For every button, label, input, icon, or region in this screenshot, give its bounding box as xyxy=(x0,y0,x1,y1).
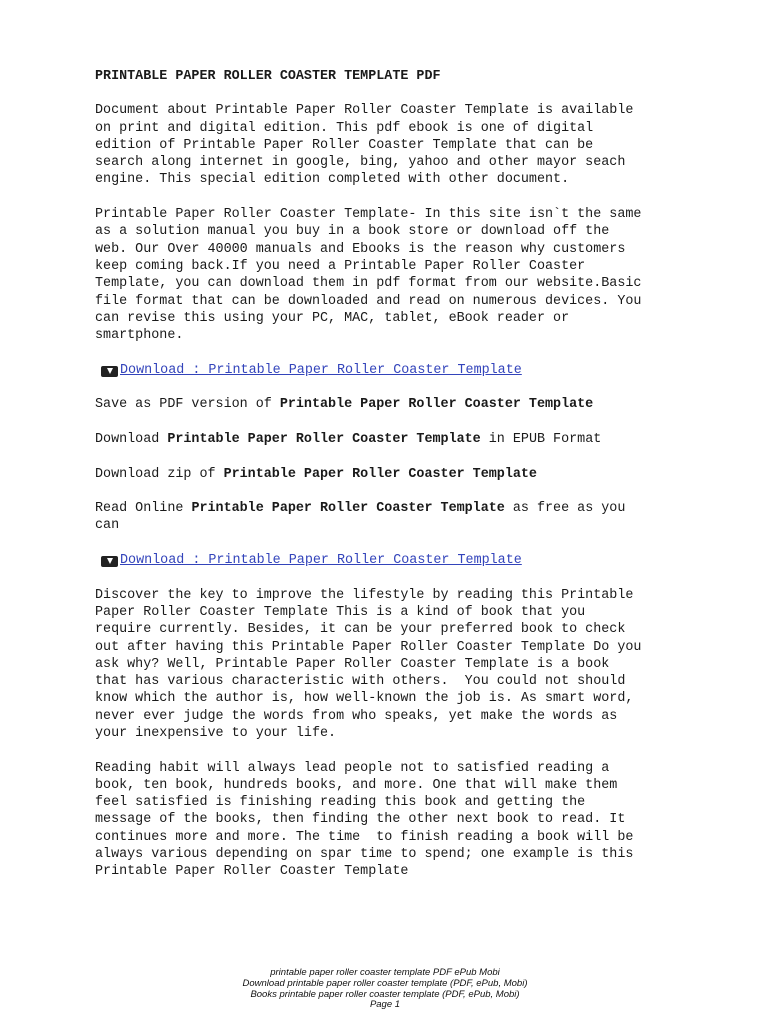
download-row-1 xyxy=(95,362,740,379)
text-line: Printable Paper Roller Coaster Template xyxy=(95,864,409,880)
text-line: Reading habit will always lead people not to satisfied reading a xyxy=(95,760,610,776)
epub-prefix: Download xyxy=(95,431,168,447)
text-line: Template, you can download them in pdf format from our website.Basic xyxy=(95,276,642,292)
read-online-prefix: Read Online xyxy=(95,501,192,517)
read-online-line-2: can xyxy=(95,518,120,534)
epub-title: Printable Paper Roller Coaster Template xyxy=(167,431,481,447)
text-line: feel satisfied is finishing reading this book and getting the xyxy=(95,795,586,811)
text-line: web. Our Over 40000 manuals and Ebooks is the reason why customers xyxy=(95,241,626,257)
intro-paragraph xyxy=(95,102,740,188)
text-line: search along internet in google, bing, yahoo and other mayor seach xyxy=(95,155,626,171)
footer-line: printable paper roller coaster template PDF ePub Mobi xyxy=(270,967,500,978)
text-line: can revise this using your PC, MAC, tablet, eBook reader or xyxy=(95,310,570,326)
text-line: out after having this Printable Paper Roller Coaster Template Do you xyxy=(95,639,642,655)
download-row-2 xyxy=(95,552,740,569)
download-icon[interactable] xyxy=(101,366,118,377)
text-line: smartphone. xyxy=(95,328,184,344)
read-online-line xyxy=(95,500,740,535)
text-line: Paper Roller Coaster Template This is a kind of book that you xyxy=(95,604,586,620)
text-line: engine. This special edition completed with other document. xyxy=(95,172,570,188)
text-line: book, ten book, hundreds books, and more. One that will make them xyxy=(95,777,618,793)
download-link[interactable]: Download : Printable Paper Roller Coaster Template xyxy=(120,553,522,569)
read-online-suffix: as free as you xyxy=(504,501,626,517)
text-line: Printable Paper Roller Coaster Template- In this site isn`t the same xyxy=(95,207,642,223)
description-paragraph xyxy=(95,206,740,344)
footer-line: Books printable paper roller coaster template (PDF, ePub, Mobi) xyxy=(250,988,520,1000)
epub-line xyxy=(95,431,740,448)
read-online-title: Printable Paper Roller Coaster Template xyxy=(191,501,505,517)
text-line: as a solution manual you buy in a book store or download off the xyxy=(95,224,610,240)
zip-prefix: Download zip of xyxy=(95,466,224,482)
footer-line: Download printable paper roller coaster template (PDF, ePub, Mobi) xyxy=(242,977,528,989)
save-pdf-prefix: Save as PDF version of xyxy=(95,397,280,413)
page-number: Page 1 xyxy=(369,999,401,1011)
discover-paragraph xyxy=(95,587,740,743)
text-line: ask why? Well, Printable Paper Roller Coaster Template is a book xyxy=(95,656,610,672)
download-icon[interactable] xyxy=(101,556,118,567)
text-line: your inexpensive to your life. xyxy=(95,725,337,741)
download-link[interactable]: Download : Printable Paper Roller Coaster Template xyxy=(120,362,522,378)
zip-line xyxy=(95,466,740,483)
document-body xyxy=(95,68,740,898)
text-line: continues more and more. The time to finish reading a book will be xyxy=(95,829,634,845)
text-line: that has various characteristic with others. You could not should xyxy=(95,674,626,690)
text-line: edition of Printable Paper Roller Coaster Template that can be xyxy=(95,137,594,153)
page-footer xyxy=(0,968,770,1011)
read-online-line-1 xyxy=(95,500,740,517)
text-line: know which the author is, how well-known the job is. As smart word, xyxy=(95,691,634,707)
text-line: keep coming back.If you need a Printable Paper Roller Coaster xyxy=(95,258,586,274)
habit-paragraph xyxy=(95,760,740,881)
text-line: on print and digital edition. This pdf ebook is one of digital xyxy=(95,120,594,136)
text-line: Discover the key to improve the lifestyle by reading this Printable xyxy=(95,587,634,603)
epub-suffix: in EPUB Format xyxy=(480,431,602,447)
text-line: Document about Printable Paper Roller Coaster Template is available xyxy=(95,103,634,119)
text-line: file format that can be downloaded and read on numerous devices. You xyxy=(95,293,642,309)
document-title: PRINTABLE PAPER ROLLER COASTER TEMPLATE PDF xyxy=(95,69,441,84)
text-line: always various depending on spar time to spend; one example is this xyxy=(95,847,634,863)
zip-title: Printable Paper Roller Coaster Template xyxy=(223,466,537,482)
save-pdf-line xyxy=(95,396,740,413)
save-pdf-title: Printable Paper Roller Coaster Template xyxy=(279,397,594,413)
text-line: never ever judge the words from who speaks, yet make the words as xyxy=(95,708,618,724)
text-line: message of the books, then finding the other next book to read. It xyxy=(95,812,626,828)
text-line: require currently. Besides, it can be your preferred book to check xyxy=(95,622,626,638)
